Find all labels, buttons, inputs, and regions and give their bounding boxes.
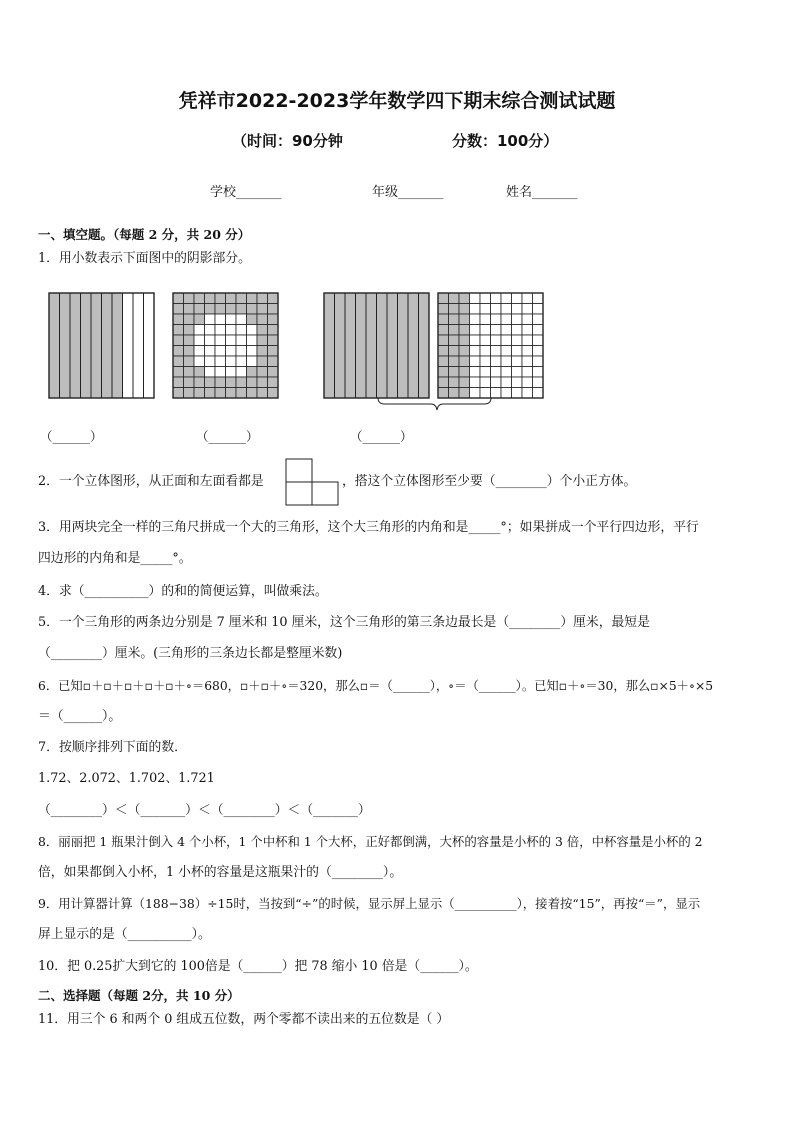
grid-cell <box>236 293 247 304</box>
grid-cell <box>501 356 512 367</box>
strip <box>345 293 356 398</box>
grid-cell <box>522 325 533 336</box>
grid-cell <box>184 314 195 325</box>
grid-cell <box>184 293 195 304</box>
grid-cell <box>215 335 226 346</box>
grid-cell <box>470 388 481 399</box>
grid-cell <box>512 367 523 378</box>
grid-cell <box>194 314 205 325</box>
grid-cell <box>215 377 226 388</box>
grid-cell <box>501 388 512 399</box>
grid-cell <box>247 377 258 388</box>
grid-cell <box>512 304 523 315</box>
grid-cell <box>491 346 502 357</box>
grid-cell <box>438 356 449 367</box>
grid-cell <box>215 367 226 378</box>
strip <box>112 293 123 398</box>
grid-cell <box>173 356 184 367</box>
section-fill-in: 一、填空题。（每题 2 分，共 20 分） <box>38 227 251 242</box>
strip <box>70 293 81 398</box>
strip <box>102 293 113 398</box>
grid-cell <box>470 325 481 336</box>
grid-cell <box>480 346 491 357</box>
grid-cell <box>491 325 502 336</box>
grid-cell <box>449 293 460 304</box>
grid-cell <box>522 314 533 325</box>
answer-blank-2[interactable]: （______） <box>196 429 259 444</box>
view-shape-figure <box>285 458 341 506</box>
grid-cell <box>205 325 216 336</box>
strip <box>91 293 102 398</box>
school-field: 学校_______ <box>210 185 282 200</box>
grid-cell <box>533 367 544 378</box>
grid-cell <box>438 388 449 399</box>
grid-cell <box>459 388 470 399</box>
grid-cell <box>173 377 184 388</box>
grid-cell <box>501 325 512 336</box>
grid-cell <box>184 388 195 399</box>
grid-cell <box>226 293 237 304</box>
grid-cell <box>512 377 523 388</box>
question-3-line-1: 3．用两块完全一样的三角尺拼成一个大的三角形，这个大三角形的内角和是_____°；如果拼成一个平行四边形，平行 <box>38 520 699 535</box>
grid-cell <box>236 304 247 315</box>
grid-cell <box>173 325 184 336</box>
grid-cell <box>449 377 460 388</box>
grid-cell <box>449 356 460 367</box>
grid-cell <box>449 388 460 399</box>
grid-cell <box>184 356 195 367</box>
grid-cell <box>438 346 449 357</box>
grid-cell <box>268 314 279 325</box>
grid-cell <box>491 304 502 315</box>
grid-cell <box>226 304 237 315</box>
grid-cell <box>184 325 195 336</box>
grid-cell <box>173 388 184 399</box>
question-3-line-2: 四边形的内角和是_____°。 <box>38 551 192 566</box>
question-2-part-a: 2．一个立体图形，从正面和左面看都是 <box>38 474 264 489</box>
question-1: 1．用小数表示下面图中的阴影部分。 <box>38 251 251 266</box>
grid-cell <box>480 377 491 388</box>
question-5-line-1: 5．一个三角形的两条边分别是 7 厘米和 10 厘米，这个三角形的第三条边最长是（________）厘米，最短是 <box>38 615 650 630</box>
figure-strips-and-grid <box>323 292 547 414</box>
grid-cell <box>247 314 258 325</box>
grid-cell <box>205 314 216 325</box>
strip <box>377 293 388 398</box>
grid-cell <box>205 293 216 304</box>
grid-cell <box>512 388 523 399</box>
grid-cell <box>512 335 523 346</box>
grid-cell <box>512 314 523 325</box>
grid-cell <box>533 293 544 304</box>
grid-cell <box>533 325 544 336</box>
grid-cell <box>257 314 268 325</box>
grid-cell <box>205 377 216 388</box>
grid-cell <box>247 356 258 367</box>
question-7-numbers: 1.72、2.072、1.702、1.721 <box>38 771 215 786</box>
grid-cell <box>480 304 491 315</box>
answer-blank-1[interactable]: （______） <box>40 429 103 444</box>
strip <box>133 293 144 398</box>
grid-cell <box>226 356 237 367</box>
grid-cell <box>491 293 502 304</box>
grid-cell <box>480 356 491 367</box>
name-field: 姓名_______ <box>506 185 578 200</box>
grid-cell <box>501 377 512 388</box>
grid-cell <box>247 304 258 315</box>
grid-cell <box>247 335 258 346</box>
grid-cell <box>459 325 470 336</box>
grid-cell <box>470 335 481 346</box>
grid-cell <box>470 356 481 367</box>
grid-cell <box>236 314 247 325</box>
grid-cell <box>184 367 195 378</box>
grid-cell <box>268 356 279 367</box>
grid-cell <box>459 293 470 304</box>
grid-cell <box>449 314 460 325</box>
grid-cell <box>470 346 481 357</box>
grid-cell <box>194 356 205 367</box>
grid-cell <box>236 356 247 367</box>
grid-cell <box>226 388 237 399</box>
strip <box>60 293 71 398</box>
strip <box>81 293 92 398</box>
grid-cell <box>215 346 226 357</box>
grid-cell <box>226 325 237 336</box>
grid-cell <box>194 325 205 336</box>
grid-cell <box>184 377 195 388</box>
grid-cell <box>522 304 533 315</box>
grid-cell <box>173 367 184 378</box>
grid-cell <box>226 377 237 388</box>
grid-cell <box>268 388 279 399</box>
grid-cell <box>184 335 195 346</box>
question-9-line-2: 屏上显示的是（__________）。 <box>38 927 211 942</box>
question-2-part-b: ，搭这个立体图形至少要（________）个小正方体。 <box>342 474 637 489</box>
grid-cell <box>247 388 258 399</box>
grid-cell <box>533 335 544 346</box>
grid-cell <box>459 356 470 367</box>
grid-cell <box>215 293 226 304</box>
grid-cell <box>268 367 279 378</box>
grid-cell <box>173 335 184 346</box>
question-5-line-2: （________）厘米。(三角形的三条边长都是整厘米数) <box>38 646 343 661</box>
grid-cell <box>205 346 216 357</box>
grid-cell <box>522 293 533 304</box>
grid-cell <box>194 346 205 357</box>
grid-cell <box>257 325 268 336</box>
grid-cell <box>480 325 491 336</box>
strip <box>144 293 155 398</box>
grid-cell <box>438 293 449 304</box>
page-title: 凭祥市2022-2023学年数学四下期末综合测试试题 <box>178 90 616 112</box>
grid-cell <box>215 388 226 399</box>
grid-cell <box>205 335 216 346</box>
grid-cell <box>268 304 279 315</box>
grid-cell <box>480 367 491 378</box>
strip <box>335 293 346 398</box>
grid-cell <box>257 388 268 399</box>
grid-cell <box>184 304 195 315</box>
grid-cell <box>522 388 533 399</box>
question-10: 10．把 0.25扩大到它的 100倍是（______）把 78 缩小 10 倍是（______）。 <box>38 959 478 974</box>
grid-cell <box>512 293 523 304</box>
grid-cell <box>501 346 512 357</box>
grid-cell <box>173 293 184 304</box>
grid-cell <box>184 346 195 357</box>
grid-cell <box>449 367 460 378</box>
grid-cell <box>491 335 502 346</box>
grid-cell <box>533 377 544 388</box>
grid-cell <box>236 377 247 388</box>
grid-cell <box>449 304 460 315</box>
grid-cell <box>512 356 523 367</box>
grid-cell <box>480 388 491 399</box>
grid-cell <box>236 346 247 357</box>
grid-cell <box>533 304 544 315</box>
grid-cell <box>173 304 184 315</box>
brace <box>378 398 491 410</box>
question-7-line-1: 7．按顺序排列下面的数． <box>38 740 187 755</box>
strip <box>356 293 367 398</box>
figure-frame-grid <box>172 292 280 400</box>
grid-cell <box>449 325 460 336</box>
grid-cell <box>491 388 502 399</box>
answer-blank-3[interactable]: （______） <box>350 429 413 444</box>
grid-cell <box>215 325 226 336</box>
grid-cell <box>226 367 237 378</box>
grid-cell <box>194 293 205 304</box>
grid-cell <box>236 388 247 399</box>
grid-cell <box>501 293 512 304</box>
question-7-blanks: （________）＜（_______）＜（________）＜（_______） <box>38 803 371 818</box>
grid-cell <box>247 367 258 378</box>
grid-cell <box>522 346 533 357</box>
grid-cell <box>501 335 512 346</box>
grid-cell <box>533 346 544 357</box>
grid-cell <box>533 356 544 367</box>
grid-cell <box>533 388 544 399</box>
grid-cell <box>491 356 502 367</box>
grid-cell <box>194 335 205 346</box>
grid-cell <box>438 304 449 315</box>
grid-cell <box>236 335 247 346</box>
grid-cell <box>205 304 216 315</box>
grid-cell <box>268 325 279 336</box>
grid-cell <box>226 314 237 325</box>
strip <box>366 293 377 398</box>
grid-cell <box>470 367 481 378</box>
grid-cell <box>194 367 205 378</box>
grid-cell <box>173 314 184 325</box>
grid-cell <box>501 304 512 315</box>
strip <box>324 293 335 398</box>
grid-cell <box>522 377 533 388</box>
grid-cell <box>215 304 226 315</box>
grid-cell <box>459 304 470 315</box>
grid-cell <box>236 367 247 378</box>
grid-cell <box>215 356 226 367</box>
grid-cell <box>470 304 481 315</box>
grid-cell <box>173 346 184 357</box>
grid-cell <box>459 314 470 325</box>
grid-cell <box>438 367 449 378</box>
strip <box>398 293 409 398</box>
grid-cell <box>512 325 523 336</box>
grid-cell <box>459 346 470 357</box>
grid-cell <box>449 335 460 346</box>
grid-cell <box>480 314 491 325</box>
strip <box>123 293 134 398</box>
grid-cell <box>257 293 268 304</box>
grid-cell <box>215 314 226 325</box>
grid-cell <box>257 346 268 357</box>
grid-cell <box>491 377 502 388</box>
grid-cell <box>257 367 268 378</box>
grid-cell <box>459 377 470 388</box>
question-4: 4．求（__________）的和的简便运算，叫做乘法。 <box>38 584 328 599</box>
grid-cell <box>480 293 491 304</box>
grid-cell <box>522 356 533 367</box>
grid-cell <box>194 377 205 388</box>
grid-cell <box>470 377 481 388</box>
grid-cell <box>470 314 481 325</box>
grid-cell <box>522 335 533 346</box>
grid-cell <box>522 367 533 378</box>
grid-cell <box>533 314 544 325</box>
section-multiple-choice: 二、选择题（每题 2分，共 10 分） <box>38 988 240 1003</box>
grid-cell <box>449 346 460 357</box>
question-6-line-1: 6．已知▫＋▫＋▫＋▫＋▫＋∘＝680，▫＋▫＋∘＝320，那么▫＝（______），∘＝（______）。已知▫＋∘＝30，那么▫×5＋∘×5 <box>38 679 714 693</box>
question-9-line-1: 9．用计算器计算（188−38）÷15时，当按到“÷”的时候，显示屏上显示（__________），接着按“15”，再按“＝”，显示 <box>38 896 701 911</box>
grid-cell <box>247 293 258 304</box>
grid-cell <box>247 346 258 357</box>
grid-cell <box>205 356 216 367</box>
grid-cell <box>247 325 258 336</box>
grid-cell <box>205 388 216 399</box>
grid-cell <box>268 377 279 388</box>
exam-score: 分数：100分） <box>452 132 559 150</box>
grid-cell <box>226 346 237 357</box>
strip <box>49 293 60 398</box>
grid-cell <box>512 346 523 357</box>
grid-cell <box>438 377 449 388</box>
exam-time: （时间：90分钟 <box>232 132 343 150</box>
question-8-line-1: 8．丽丽把 1 瓶果汁倒入 4 个小杯，1 个中杯和 1 个大杯，正好都倒满，大杯的容量是小杯的 3 倍，中杯容量是小杯的 2 <box>38 834 703 849</box>
grid-cell <box>226 335 237 346</box>
figure-strips <box>48 292 156 400</box>
grid-cell <box>438 325 449 336</box>
strip <box>387 293 398 398</box>
grid-cell <box>491 314 502 325</box>
grid-cell <box>470 293 481 304</box>
grid-cell <box>257 335 268 346</box>
question-11: 11．用三个 6 和两个 0 组成五位数，两个零都不读出来的五位数是（ ） <box>38 1012 450 1027</box>
grid-cell <box>501 367 512 378</box>
grid-cell <box>438 335 449 346</box>
grid-cell <box>438 314 449 325</box>
grid-cell <box>501 314 512 325</box>
grid-cell <box>459 335 470 346</box>
grid-cell <box>257 377 268 388</box>
grid-cell <box>491 367 502 378</box>
grid-cell <box>257 304 268 315</box>
grid-cell <box>205 367 216 378</box>
grid-cell <box>459 367 470 378</box>
grid-cell <box>268 335 279 346</box>
strip <box>408 293 419 398</box>
grid-cell <box>268 293 279 304</box>
question-6-line-2: ＝（______）。 <box>38 709 122 724</box>
grade-field: 年级_______ <box>372 185 444 200</box>
grid-cell <box>257 356 268 367</box>
strip <box>419 293 430 398</box>
grid-cell <box>236 325 247 336</box>
grid-cell <box>194 304 205 315</box>
grid-cell <box>194 388 205 399</box>
question-8-line-2: 倍，如果都倒入小杯，1 小杯的容量是这瓶果汁的（________）。 <box>38 865 403 880</box>
grid-cell <box>480 335 491 346</box>
grid-cell <box>268 346 279 357</box>
